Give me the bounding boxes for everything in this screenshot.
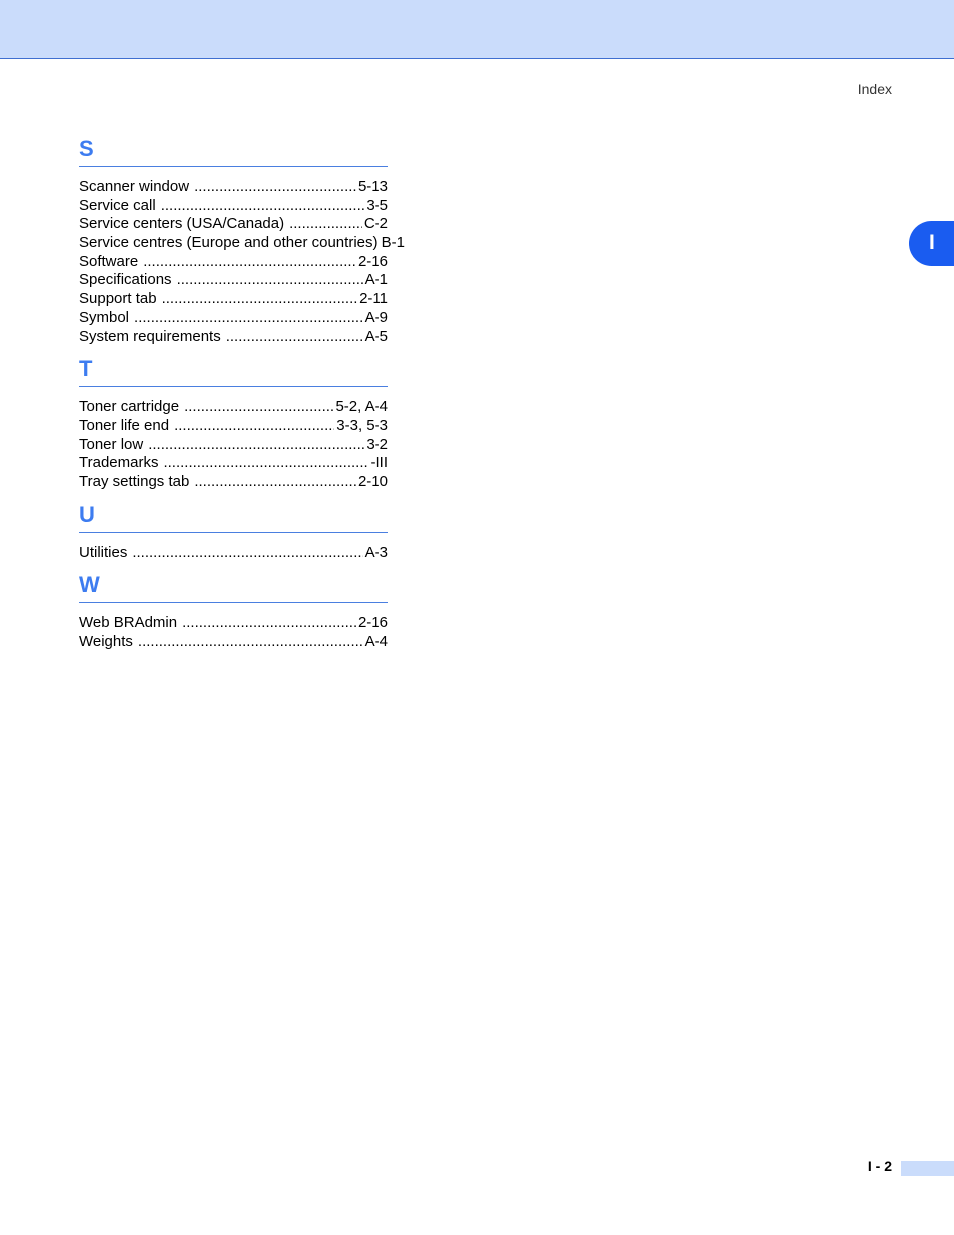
page-reference: A-1 bbox=[364, 271, 388, 289]
page-reference: 5-2, A-4 bbox=[335, 398, 388, 416]
page-reference: C-2 bbox=[363, 215, 388, 233]
index-entry: Service call ..... 3-5 bbox=[79, 197, 388, 216]
page-reference: -III bbox=[370, 454, 388, 472]
index-entry: Toner low ..... 3-2 bbox=[79, 436, 388, 455]
index-entry: Weights ..... A-4 bbox=[79, 633, 388, 652]
index-entry: Software ..... 2-16 bbox=[79, 253, 388, 272]
page-reference: 3-3, 5-3 bbox=[336, 416, 388, 434]
index-entry: Tray settings tab ..... 2-10 bbox=[79, 473, 388, 492]
page-reference: A-5 bbox=[364, 327, 388, 345]
page-reference: 5-13 bbox=[357, 178, 388, 195]
index-entry: Specifications ..... A-1 bbox=[79, 271, 388, 290]
running-title: Index bbox=[857, 81, 892, 97]
index-section-s bbox=[79, 137, 419, 357]
section-heading: U bbox=[79, 503, 388, 533]
page-reference: 3-5 bbox=[366, 196, 388, 214]
index-entry: System requirements ..... A-5 bbox=[79, 328, 388, 347]
index-entry: Utilities ..... A-3 bbox=[79, 544, 388, 563]
page-reference: 2-11 bbox=[359, 290, 388, 308]
page-reference: 2-10 bbox=[357, 472, 388, 490]
page-reference: 2-16 bbox=[357, 252, 388, 270]
index-entry: Toner life end ..... 3-3, 5-3 bbox=[79, 417, 388, 436]
page-reference: A-3 bbox=[364, 543, 388, 561]
page-reference: A-9 bbox=[364, 308, 388, 326]
chapter-tab bbox=[909, 221, 954, 266]
header-band bbox=[0, 0, 954, 59]
index-section-u bbox=[79, 503, 419, 574]
page-reference: 3-2 bbox=[366, 435, 388, 453]
page-reference: A-4 bbox=[364, 633, 388, 650]
index-entry: Web BRAdmin ..... 2-16 bbox=[79, 614, 388, 633]
section-heading: T bbox=[79, 357, 388, 387]
index-entry: Trademarks ..... -III bbox=[79, 454, 388, 473]
page-reference: 2-16 bbox=[357, 614, 388, 632]
index-entry: Service centers (USA/Canada) ..... C-2 bbox=[79, 215, 388, 234]
section-heading: S bbox=[79, 137, 388, 167]
index-content bbox=[79, 137, 419, 663]
page-number: I - 2 bbox=[867, 1158, 892, 1174]
chapter-tab-label: I bbox=[929, 231, 935, 254]
index-entry: Service centres (Europe and other countries) B-1 bbox=[79, 234, 405, 252]
index-entry: Support tab ..... 2-11 bbox=[79, 290, 388, 309]
page-reference: B-1 bbox=[381, 234, 405, 252]
section-heading: W bbox=[79, 573, 388, 603]
footer-bar bbox=[901, 1161, 954, 1176]
index-entry: Symbol ..... A-9 bbox=[79, 309, 388, 328]
index-entry: Toner cartridge ..... 5-2, A-4 bbox=[79, 398, 388, 417]
index-entry: Scanner window ..... 5-13 bbox=[79, 178, 388, 197]
index-section-t bbox=[79, 357, 419, 502]
index-section-w bbox=[79, 573, 419, 662]
